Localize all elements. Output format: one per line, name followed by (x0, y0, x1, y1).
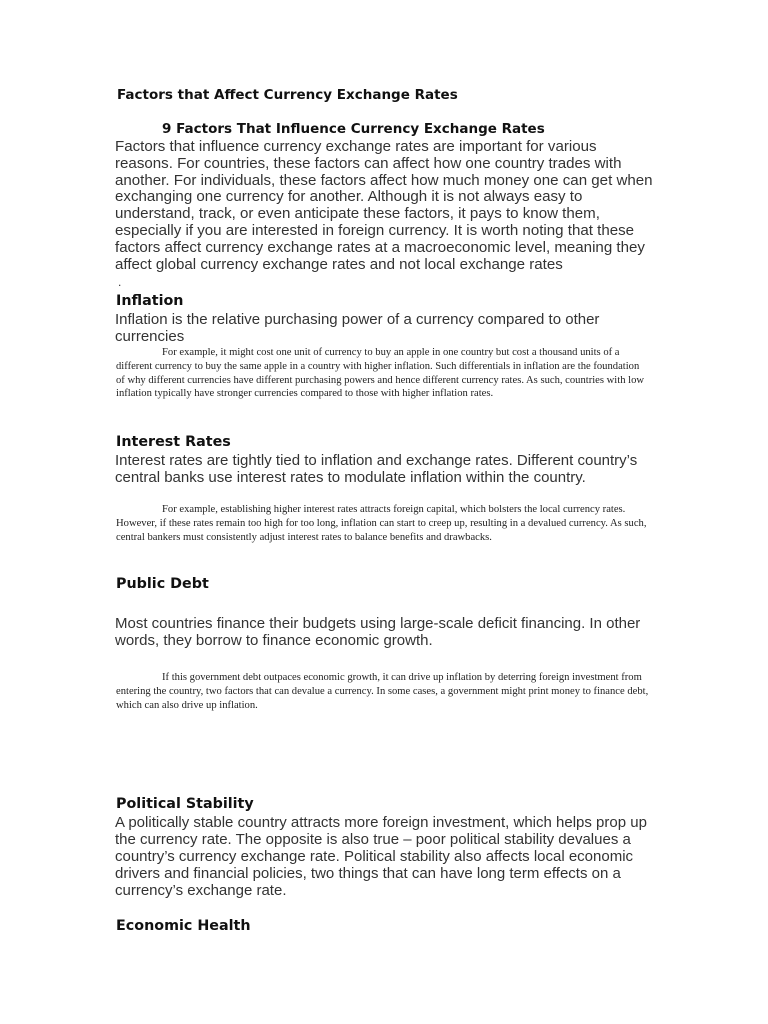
interest-rates-summary: Interest rates are tightly tied to inflation and exchange rates. Different country’s central banks use interest rates to modulate inflation within the country. (115, 452, 638, 486)
intro-paragraph-end: . (118, 275, 122, 289)
intro-paragraph: Factors that influence currency exchange rates are important for various reasons. For countries, these factors can affect how one country trades with another. For individuals, these factors affect how much money one can get when exchanging one currency for another. Although it is not always easy to understand, track, or even anticipate these factors, it pays to know them, especially if you are interested in foreign currency. It is worth noting that these factors affect currency exchange rates at a macroeconomic level, meaning they affect global currency exchange rates and not local exchange rates (115, 138, 653, 273)
political-stability-heading: Political Stability (116, 796, 254, 812)
economic-health-heading: Economic Health (116, 918, 251, 934)
document-title: Factors that Affect Currency Exchange Rates (117, 87, 458, 103)
inflation-detail: For example, it might cost one unit of currency to buy an apple in one country but cost a thousand units of a different currency to buy the same apple in a country with higher inflation. Such differentials in inflation are the foundation of why different currencies have different purchasing powers and hence different currency rates. As such, countries with low inflation typically have stronger currencies compared to those with higher inflation rates. (116, 347, 645, 400)
inflation-heading: Inflation (116, 293, 184, 309)
main-heading: 9 Factors That Influence Currency Exchange Rates (162, 121, 545, 137)
interest-rates-heading: Interest Rates (116, 434, 231, 450)
public-debt-heading: Public Debt (116, 576, 209, 592)
inflation-summary: Inflation is the relative purchasing power of a currency compared to other currencies (115, 311, 600, 345)
political-stability-summary: A politically stable country attracts more foreign investment, which helps prop up the currency rate. The opposite is also true – poor political stability devalues a country’s currency exchange rate. Political stability also affects local economic drivers and financial policies, two things that can have long term effects on a currency’s exchange rate. (115, 814, 647, 899)
interest-rates-detail: For example, establishing higher interest rates attracts foreign capital, which bolsters the local currency rates. However, if these rates remain too high for too long, inflation can start to creep up, resulting in a devalued currency. As such, central bankers must consistently adjust interest rates to balance benefits and drawbacks. (116, 504, 647, 543)
public-debt-detail: If this government debt outpaces economic growth, it can drive up inflation by deterring foreign investment from entering the country, two factors that can devalue a currency. In some cases, a government might print money to finance debt, which can also drive up inflation. (116, 672, 649, 711)
public-debt-summary: Most countries finance their budgets using large-scale deficit financing. In other words, they borrow to finance economic growth. (115, 615, 641, 649)
